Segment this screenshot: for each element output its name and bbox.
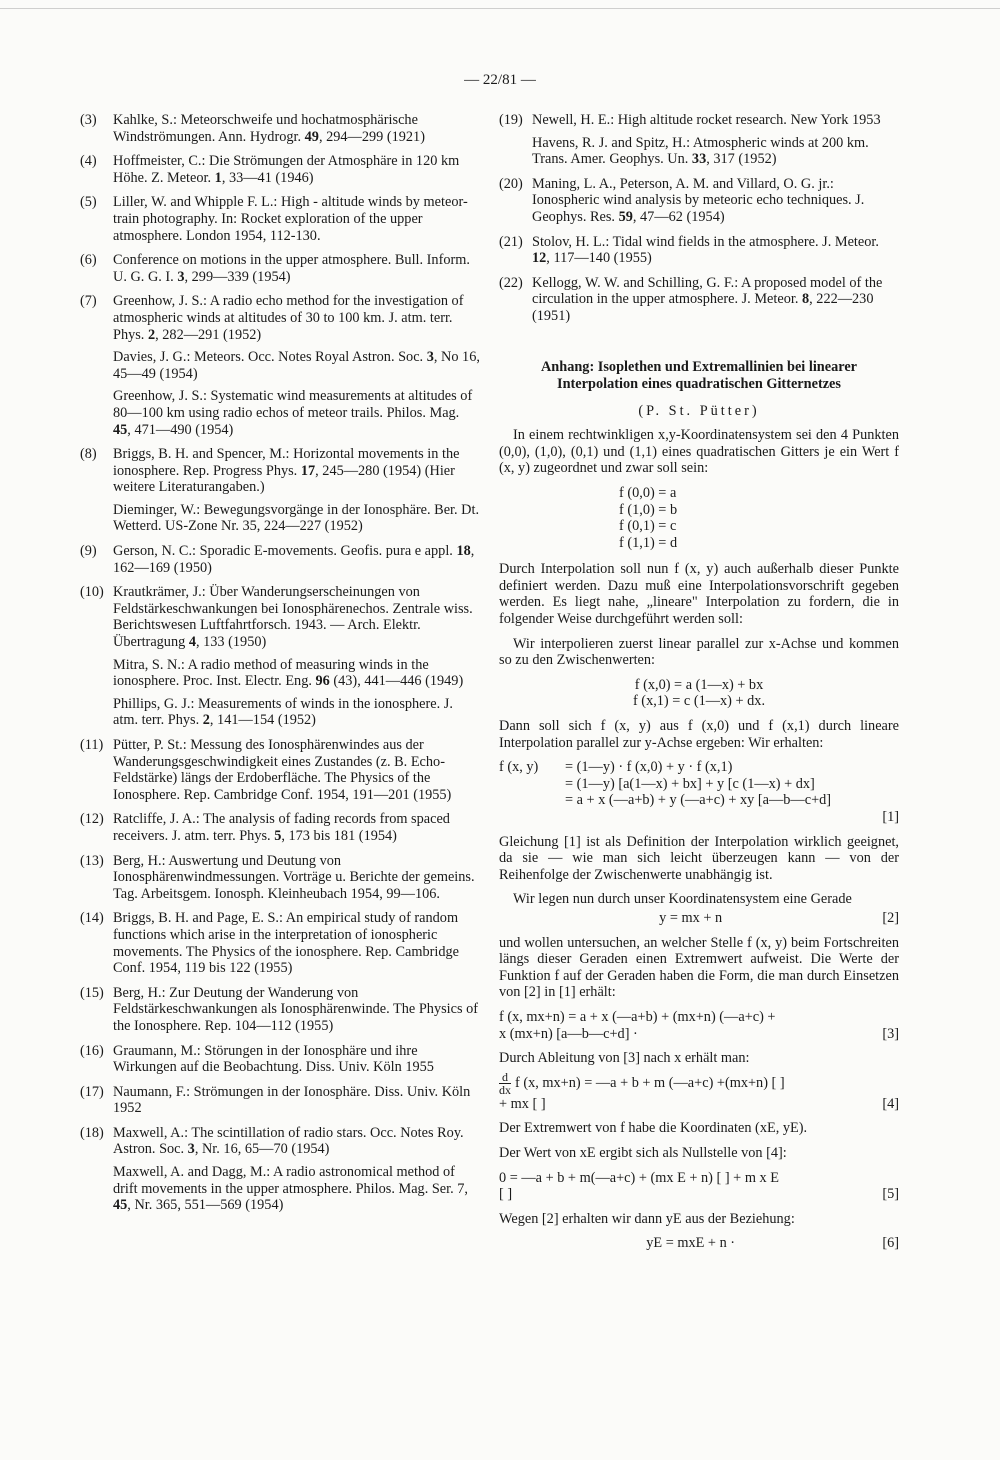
reference-pages: , 282—291 (1952) — [155, 326, 262, 343]
reference-number: (5) — [80, 194, 97, 211]
equation-6 — [499, 1235, 899, 1252]
reference-pages: , 33—41 (1946) — [221, 169, 314, 186]
paragraph-1: In einem rechtwinkligen x,y-Koordinatensystem sei den 4 Punkten (0,0), (1,0), (0,1) und (1,1) eines quadratischen Gitters je ein Wert f (x, y) zugeordnet und zwar soll sein: — [499, 427, 899, 477]
reference-volume: 12 — [532, 250, 547, 267]
paragraph-8: Durch Ableitung von [3] nach x erhält man: — [499, 1050, 750, 1067]
paragraph-9: Der Extremwert von f habe die Koordinaten (xE, yE). — [499, 1120, 808, 1137]
references-right-list — [499, 112, 899, 325]
reference-pages: , 299—339 (1954) — [184, 268, 291, 285]
reference-text: Berg, H.: Auswertung und Deutung von Ionosphärenwindmessungen. Vorträge u. Berichte der gemeins. Tag. Arbeitsgem. Ionosph. Kleinheubach 1954, 99—106. — [113, 852, 475, 902]
reference-body — [113, 446, 480, 535]
reference-text: Graumann, M.: Störungen in der Ionosphäre und ihre Wirkungen auf die Beobachtung. Diss. Univ. Köln 1955 — [113, 1042, 434, 1076]
reference-text: Newell, H. E.: High altitude rocket research. New York 1953 — [532, 112, 881, 128]
reference-volume: 2 — [147, 326, 156, 343]
reference-entry — [113, 1125, 480, 1158]
equation-4-line-2: + mx [ ] — [499, 1095, 546, 1112]
reference-pages: , 222—230 (1951) — [532, 291, 874, 324]
reference-text: Briggs, B. H. and Spencer, M.: Horizontal movements in the ionosphere. Rep. Progress Phys. — [113, 446, 460, 479]
reference-body — [532, 234, 899, 267]
reference-text: Liller, W. and Whipple F. L.: High - altitude winds by meteor-train photography. In: Rocket exploration of the upper atmosphere. London 1954, 112-130. — [113, 194, 468, 244]
equation-1-number: [1] — [882, 809, 899, 825]
reference-text: Ratcliffe, J. A.: The analysis of fading records from spaced receivers. J. atm. terr. Phys. — [113, 811, 450, 844]
reference-pages: (43), 441—446 (1949) — [329, 673, 464, 690]
grid-value: f (1,1) = d — [619, 534, 678, 551]
reference-text: Greenhow, J. S.: Systematic wind measurements at altitudes of 80—100 km using radio echos of meteor trails. Philos. Mag. — [113, 388, 473, 421]
reference-text: Briggs, B. H. and Page, E. S.: An empirical study of random functions which arise in the interpretation of ionospheric movements. The Physics of the ionosphere. Rep. Cambridge Conf. 1954, 119 bis 122 (1955) — [113, 910, 459, 977]
reference-body — [113, 252, 480, 285]
reference-number: (12) — [80, 811, 104, 828]
reference-text: Davies, J. G.: Meteors. Occ. Notes Royal Astron. Soc. — [113, 349, 427, 366]
reference-number: (18) — [80, 1124, 104, 1141]
reference-entry — [113, 293, 480, 343]
reference-body — [113, 853, 480, 903]
reference-number: (10) — [80, 584, 104, 601]
equation-4 — [499, 1071, 899, 1113]
reference-text: Kahlke, S.: Meteorschweife und hochatmosphärische Windströmungen. Ann. Hydrogr. — [113, 112, 418, 145]
reference-item — [80, 1084, 480, 1117]
reference-body — [113, 910, 480, 976]
reference-entry — [113, 502, 480, 535]
reference-number: (21) — [499, 233, 523, 250]
reference-pages: , 471—490 (1954) — [127, 421, 234, 438]
reference-pages: , 141—154 (1952) — [209, 712, 316, 729]
reference-entry — [532, 176, 899, 226]
paragraph-4: Dann soll sich f (x, y) aus f (x,0) und f (x,1) durch lineare Interpolation parallel zur y-Achse ergeben: Wir erhalten: — [499, 718, 899, 751]
appendix-title-line-1: Anhang: Isoplethen und Extremallinien bei linearer — [540, 358, 858, 375]
grid-value: f (0,0) = a — [619, 484, 677, 501]
paragraph-11: Wegen [2] erhalten wir dann yE aus der Beziehung: — [499, 1210, 795, 1227]
reference-body — [113, 153, 480, 186]
reference-number: (13) — [80, 852, 104, 869]
reference-text: Berg, H.: Zur Deutung der Wanderung von Feldstärkeschwankungen als Ionosphärenwinde. The Physics of the Ionosphere. Rep. 104—112 (1955) — [113, 984, 479, 1034]
page-number: — 22/81 — — [464, 72, 536, 88]
reference-text: Maning, L. A., Peterson, A. M. and Villard, O. G. jr.: Ionospheric wind analysis by meteoric echo techniques. J. Geophys. Res. — [532, 175, 865, 225]
reference-entry — [532, 234, 899, 267]
equation-6-body: yE = mxE + n · — [646, 1235, 736, 1252]
reference-entry — [113, 584, 480, 650]
equation-2-body: y = mx + n — [659, 909, 723, 926]
reference-text: Conference on motions in the upper atmosphere. Bull. Inform. U. G. G. I. — [113, 252, 470, 285]
reference-entry — [113, 1164, 480, 1214]
reference-body — [113, 543, 480, 576]
reference-text: Maxwell, A. and Dagg, M.: A radio astronomical method of drift movements in the upper atmosphere. Philos. Mag. Ser. 7, — [113, 1164, 468, 1197]
equation-3-line-2: x (mx+n) [a—b—c+d] · — [499, 1025, 638, 1042]
right-column — [499, 112, 899, 1260]
reference-body — [532, 176, 899, 226]
reference-item — [80, 194, 480, 244]
reference-body — [113, 112, 480, 145]
appendix-author: (P. St. Pütter) — [638, 402, 760, 419]
reference-pages: , 245—280 (1954) (Hier weitere Literaturangaben.) — [113, 462, 455, 496]
reference-number: (9) — [80, 543, 97, 560]
reference-item — [499, 275, 899, 325]
reference-number: (22) — [499, 274, 523, 291]
reference-body — [113, 737, 480, 803]
reference-volume: 3 — [177, 268, 185, 285]
reference-entry — [113, 446, 480, 496]
reference-entry — [113, 853, 480, 903]
reference-body — [113, 194, 480, 244]
equation-3-line-1: f (x, mx+n) = a + x (—a+b) + (mx+n) (—a+c) + — [499, 1008, 776, 1025]
reference-item — [499, 176, 899, 226]
reference-volume: 45 — [113, 421, 128, 438]
reference-body — [532, 275, 899, 325]
reference-text: Stolov, H. L.: Tidal wind fields in the atmosphere. J. Meteor. — [532, 233, 879, 250]
reference-text: Phillips, G. J.: Measurements of winds in the ionosphere. J. atm. terr. Phys. — [113, 695, 453, 729]
reference-number: (15) — [80, 984, 104, 1001]
reference-volume: 5 — [274, 827, 282, 844]
reference-text: Naumann, F.: Strömungen in der Ionosphäre. Diss. Univ. Köln 1952 — [113, 1083, 471, 1117]
derivative-fraction — [499, 1071, 511, 1096]
reference-body — [113, 1125, 480, 1214]
reference-body — [113, 293, 480, 438]
reference-entry — [113, 696, 480, 729]
reference-item — [80, 1043, 480, 1076]
reference-pages: , 133 (1950) — [195, 634, 267, 651]
reference-text: Havens, R. J. and Spitz, H.: Atmospheric winds at 200 km. Trans. Amer. Geophys. Un. — [532, 134, 869, 168]
reference-pages: , No 16, 45—49 (1954) — [113, 349, 480, 382]
reference-entry — [532, 275, 899, 325]
reference-pages: , 162—169 (1950) — [113, 543, 475, 576]
grid-values — [619, 485, 899, 551]
reference-item — [80, 584, 480, 729]
reference-entry — [113, 1043, 480, 1076]
reference-entry — [532, 135, 899, 168]
paragraph-6: Wir legen nun durch unser Koordinatensystem eine Gerade — [513, 891, 852, 908]
reference-text: Dieminger, W.: Bewegungsvorgänge in der Ionosphäre. Ber. Dt. Wetterd. US-Zone Nr. 35, 224—227 (1952) — [113, 501, 480, 535]
reference-pages: , 317 (1952) — [706, 151, 777, 168]
reference-entry — [113, 194, 480, 244]
reference-pages: , 47—62 (1954) — [632, 208, 725, 225]
equation-5 — [499, 1170, 899, 1203]
reference-volume: 4 — [188, 634, 196, 651]
reference-number: (14) — [80, 910, 104, 927]
reference-volume: 2 — [202, 712, 210, 729]
reference-number: (17) — [80, 1083, 104, 1100]
reference-body — [113, 985, 480, 1035]
reference-entry — [113, 112, 480, 145]
reference-pages: , 294—299 (1921) — [318, 128, 425, 145]
equation-5-number: [5] — [882, 1186, 899, 1203]
paragraph-2: Durch Interpolation soll nun f (x, y) auch außerhalb dieser Punkte definiert werden. Dazu muß eine Interpolationsvorschrift gegeben werden. Es liegt nahe, „lineare" Interpolation zu fordern, die in folgender Weise durchgeführt werden soll: — [499, 561, 899, 628]
equation-2-number: [2] — [882, 909, 899, 926]
reference-item — [80, 737, 480, 803]
reference-pages: , 173 bis 181 (1954) — [281, 827, 397, 844]
fraction-denominator: dx — [499, 1082, 511, 1097]
appendix-heading — [499, 359, 899, 393]
reference-entry — [113, 737, 480, 803]
reference-text: Kellogg, W. W. and Schilling, G. F.: A proposed model of the circulation in the upper atmosphere. J. Meteor. — [532, 274, 883, 308]
reference-entry — [113, 657, 480, 690]
reference-volume: 59 — [618, 208, 633, 225]
reference-volume: 18 — [456, 543, 471, 560]
equation-1-line: = (1—y) · f (x,0) + y · f (x,1) — [565, 759, 733, 776]
reference-text: Krautkrämer, J.: Über Wanderungserscheinungen von Feldstärkeschwankungen bei Ionosphärenechos. Zentrale wiss. Berichtswesen Luftfahrtforsch. 1943. — Arch. Elektr. Übertragung — [113, 584, 473, 651]
reference-entry — [113, 252, 480, 285]
equation-5-line-1: 0 = —a + b + m(—a+c) + (mx E + n) [ ] + m x E — [499, 1169, 779, 1186]
reference-item — [80, 446, 480, 535]
reference-pages: , Nr. 365, 551—569 (1954) — [127, 1197, 284, 1214]
reference-item — [80, 252, 480, 285]
equation-3-number: [3] — [882, 1025, 899, 1042]
intermediate-value-1: f (x,0) = a (1—x) + bx — [634, 676, 764, 693]
fraction-numerator: d — [499, 1071, 511, 1084]
reference-body — [113, 584, 480, 729]
equation-2 — [499, 910, 899, 927]
reference-item — [80, 112, 480, 145]
paragraph-10: Der Wert von xE ergibt sich als Nullstelle von [4]: — [499, 1144, 787, 1161]
reference-volume: 17 — [300, 462, 316, 479]
equation-4-number: [4] — [882, 1095, 899, 1112]
reference-number: (4) — [80, 153, 97, 170]
equation-1-line: = a + x (—a+b) + y (—a+c) + xy [a—b—c+d] — [565, 792, 832, 809]
references-left-column — [80, 112, 480, 1222]
equation-6-number: [6] — [882, 1235, 899, 1252]
grid-value: f (0,1) = c — [619, 518, 677, 535]
reference-entry — [113, 811, 480, 844]
intermediate-values — [499, 677, 899, 710]
equation-1 — [499, 759, 899, 825]
reference-item — [80, 985, 480, 1035]
appendix-title-line-2: Interpolation eines quadratischen Gitternetzes — [557, 375, 841, 392]
reference-volume: 49 — [304, 128, 319, 145]
paragraph-5: Gleichung [1] ist als Definition der Interpolation wirklich geeignet, da sie — wie man sich leicht überzeugen kann — von der Reihenfolge der Zwischenwerte unabhängig ist. — [499, 833, 899, 883]
reference-entry — [113, 543, 480, 576]
reference-item — [80, 910, 480, 976]
reference-entry — [113, 388, 480, 438]
reference-text: Hoffmeister, C.: Die Strömungen der Atmosphäre in 120 km Höhe. Z. Meteor. — [113, 153, 460, 186]
reference-item — [80, 153, 480, 186]
reference-item — [80, 853, 480, 903]
reference-text: Greenhow, J. S.: A radio echo method for the investigation of atmospheric winds at altitudes of 30 to 100 km. J. atm. terr. Phys. — [113, 293, 464, 343]
reference-item — [80, 1125, 480, 1214]
reference-item — [80, 543, 480, 576]
paragraph-3: Wir interpolieren zuerst linear parallel zur x-Achse und kommen so zu den Zwischenwerten: — [499, 635, 899, 669]
reference-number: (11) — [80, 737, 104, 753]
reference-item — [80, 811, 480, 844]
equation-1-lhs: f (x, y) — [499, 759, 539, 776]
reference-number: (3) — [80, 112, 97, 128]
reference-number: (20) — [499, 175, 523, 192]
reference-entry — [113, 349, 480, 382]
reference-entry — [113, 153, 480, 186]
grid-value: f (1,0) = b — [619, 501, 678, 518]
reference-volume: 1 — [214, 169, 222, 186]
reference-body — [113, 1043, 480, 1076]
reference-volume: 8 — [801, 291, 810, 308]
reference-body — [113, 811, 480, 844]
paragraph-7: und wollen untersuchen, an welcher Stelle f (x, y) beim Fortschreiten längs dieser Geraden einen Extremwert aufweist. Die Werte der Funktion f auf der Geraden haben die Form, die man durch Einsetzen von [2] in [1] erhält: — [499, 934, 899, 1001]
reference-body — [532, 112, 899, 168]
reference-volume: 3 — [426, 349, 434, 366]
reference-entry — [532, 112, 899, 129]
reference-item — [499, 234, 899, 267]
equation-1-line: = (1—y) [a(1—x) + bx] + y [c (1—x) + dx] — [565, 775, 815, 792]
reference-text: Gerson, N. C.: Sporadic E-movements. Geofis. pura e appl. — [113, 543, 457, 560]
reference-number: (6) — [80, 252, 97, 269]
reference-volume: 45 — [113, 1197, 128, 1214]
reference-pages: , 117—140 (1955) — [546, 250, 652, 267]
reference-volume: 3 — [187, 1141, 195, 1158]
reference-text: Maxwell, A.: The scintillation of radio stars. Occ. Notes Roy. Astron. Soc. — [113, 1124, 464, 1158]
reference-item — [499, 112, 899, 168]
equation-5-line-2: [ ] — [499, 1186, 513, 1203]
scan-artifact-line — [0, 8, 1000, 9]
reference-entry — [113, 985, 480, 1035]
reference-pages: , Nr. 16, 65—70 (1954) — [194, 1141, 330, 1158]
reference-entry — [113, 1084, 480, 1117]
reference-number: (7) — [80, 293, 97, 310]
reference-number: (16) — [80, 1042, 104, 1059]
reference-volume: 96 — [315, 673, 330, 690]
equation-3 — [499, 1009, 899, 1042]
reference-body — [113, 1084, 480, 1117]
reference-text: Mitra, S. N.: A radio method of measuring winds in the ionosphere. Proc. Inst. Electr. Eng. — [113, 656, 429, 690]
reference-number: (19) — [499, 112, 523, 128]
reference-entry — [113, 910, 480, 976]
reference-volume: 33 — [691, 151, 707, 168]
reference-text: Pütter, P. St.: Messung des Ionosphärenwindes aus der Wanderungsgeschwindigkeit eines Zustandes (z. B. Echo-Feldstärke) längs der Erdoberfläche. The Physics of the Ionosphere. Rep. Cambridge Conf. 1954, 191—201 (1955) — [113, 737, 452, 803]
intermediate-value-2: f (x,1) = c (1—x) + dx. — [632, 693, 766, 710]
reference-item — [80, 293, 480, 438]
equation-4-line-1: f (x, mx+n) = —a + b + m (—a+c) +(mx+n) [ ] — [515, 1074, 785, 1091]
reference-number: (8) — [80, 446, 97, 463]
